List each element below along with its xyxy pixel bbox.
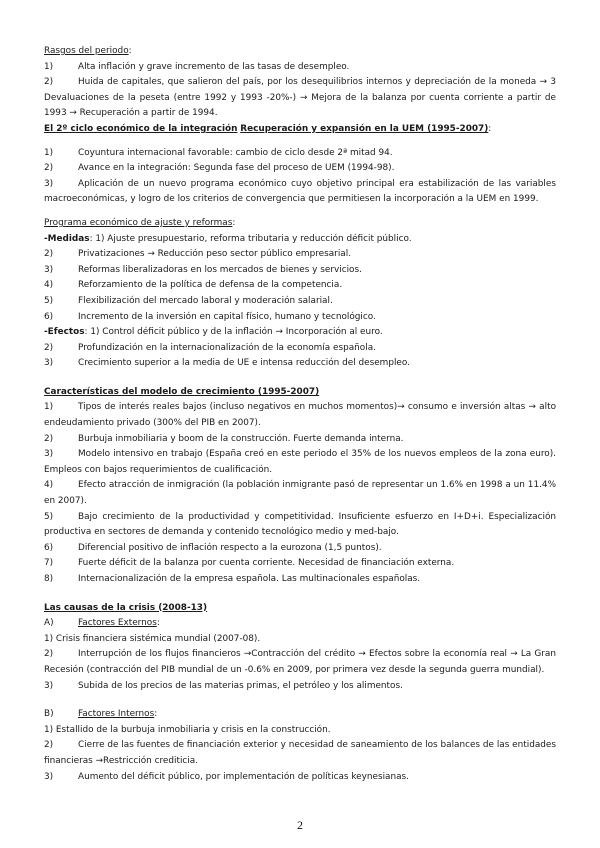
- list-item: 3) Modelo intensivo en trabajo (España creó en este periodo el 35% de los nuevos empleos de la zona euro). Empleos con bajos requerimientos de cualificación.: [44, 449, 556, 475]
- list-item: 1) Alta inflación y grave incremento de las tasas de desempleo.: [44, 61, 350, 72]
- list-item: 1) Estallido de la burbuja inmobiliaria y crisis en la construcción.: [44, 724, 331, 735]
- list-item: 4) Reforzamiento de la política de defensa de la competencia.: [44, 280, 343, 291]
- list-item: 5) Flexibilización del mercado laboral y moderación salarial.: [44, 295, 333, 306]
- medidas-line: -Medidas: 1) Ajuste presupuestario, reforma tributaria y reducción déficit público.: [44, 233, 412, 244]
- list-item: 6) Incremento de la inversión en capital físico, humano y tecnológico.: [44, 311, 376, 322]
- list-item: 3) Aplicación de un nuevo programa económico cuyo objetivo principal era estabilización de las variables macroeconómicas, y logro de los criterios de convergencia que permitiesen la incorporación a la UEM en 1999.: [44, 178, 556, 205]
- section-heading-causas: Las causas de la crisis (2008-13): [44, 602, 208, 613]
- list-item: 7) Fuerte déficit de la balanza por cuenta corriente. Necesidad de financiación externa.: [44, 558, 455, 569]
- list-item: 3) Crecimiento superior a la media de UE e intensa reducción del desempleo.: [44, 358, 410, 369]
- section-heading-programa: Programa económico de ajuste y reformas:: [44, 217, 236, 228]
- list-item: 3) Subida de los precios de las materias primas, el petróleo y los alimentos.: [44, 680, 403, 691]
- list-item: 8) Internacionalización de la empresa española. Las multinacionales españolas.: [44, 574, 421, 584]
- list-item: 5) Bajo crecimiento de la productividad y competitividad. Insuficiente esfuerzo en I+D+i. Especialización productiva en sectores de demanda y contenido tecnológico medio y med-bajo.: [44, 511, 556, 538]
- list-item: 4) Efecto atracción de inmigración (la población inmigrante pasó de representar un 1.6% en 1998 a un 11.4% en 2007).: [44, 480, 556, 507]
- list-item: 3) Aumento del déficit público, por implementación de políticas keynesianas.: [44, 771, 409, 782]
- list-item: 1) Coyuntura internacional favorable: cambio de ciclo desde 2ª mitad 94.: [44, 147, 393, 158]
- subsection-heading-externos: A) Factores Externos:: [44, 618, 160, 629]
- list-item: 2) Cierre de las fuentes de financiación exterior y necesidad de saneamiento de los balances de las entidades financieras →Restricción crediticia.: [44, 740, 556, 766]
- list-item: 2) Huida de capitales, que salieron del país, por los desequilibrios internos y depreciación de la moneda → 3 Devaluaciones de la peseta (entre 1992 y 1993 -20%-) → Mejora de la balanza por cuenta corriente a partir de 1993 → Recuperación a partir de 1994.: [44, 77, 556, 119]
- list-item: 2) Interrupción de los flujos financieros →Contracción del crédito → Efectos sobre la economía real → La Gran Recesión (contracción del PIB mundial de un -0.6% en 2009, por primera vez desde la segunda guerra mundial).: [44, 649, 556, 675]
- list-item: 1) Tipos de interés reales bajos (incluso negativos en muchos momentos)→ consumo e inversión altas → alto endeudamiento privado (300% del PIB en 2007).: [44, 402, 556, 429]
- list-item: 2) Privatizaciones → Reducción peso sector público empresarial.: [44, 249, 352, 260]
- list-item: 2) Burbuja inmobiliaria y boom de la construcción. Fuerte demanda interna.: [44, 433, 404, 444]
- list-item: 2) Profundización en la internacionalización de la economía española.: [44, 342, 376, 353]
- subsection-heading-internos: B) Factores Internos:: [44, 709, 158, 720]
- efectos-line: -Efectos: 1) Control déficit público y de la inflación → Incorporación al euro.: [44, 327, 383, 338]
- list-item: 2) Avance en la integración: Segunda fase del proceso de UEM (1994-98).: [44, 163, 395, 174]
- list-item: 6) Diferencial positivo de inflación respecto a la eurozona (1,5 puntos).: [44, 542, 382, 553]
- section-heading-modelo: Características del modelo de crecimiento (1995-2007): [44, 386, 320, 397]
- list-item: 3) Reformas liberalizadoras en los mercados de bienes y servicios.: [44, 264, 362, 275]
- document-page: [44, 44, 556, 785]
- page-number: 2: [297, 818, 303, 832]
- section-heading-rasgos: Rasgos del periodo:: [44, 46, 132, 56]
- list-item: 1) Crisis financiera sistémica mundial (2007-08).: [44, 633, 261, 644]
- section-heading-ciclo: El 2º ciclo económico de la integración Recuperación y expansión en la UEM (1995-2007):: [44, 123, 492, 134]
